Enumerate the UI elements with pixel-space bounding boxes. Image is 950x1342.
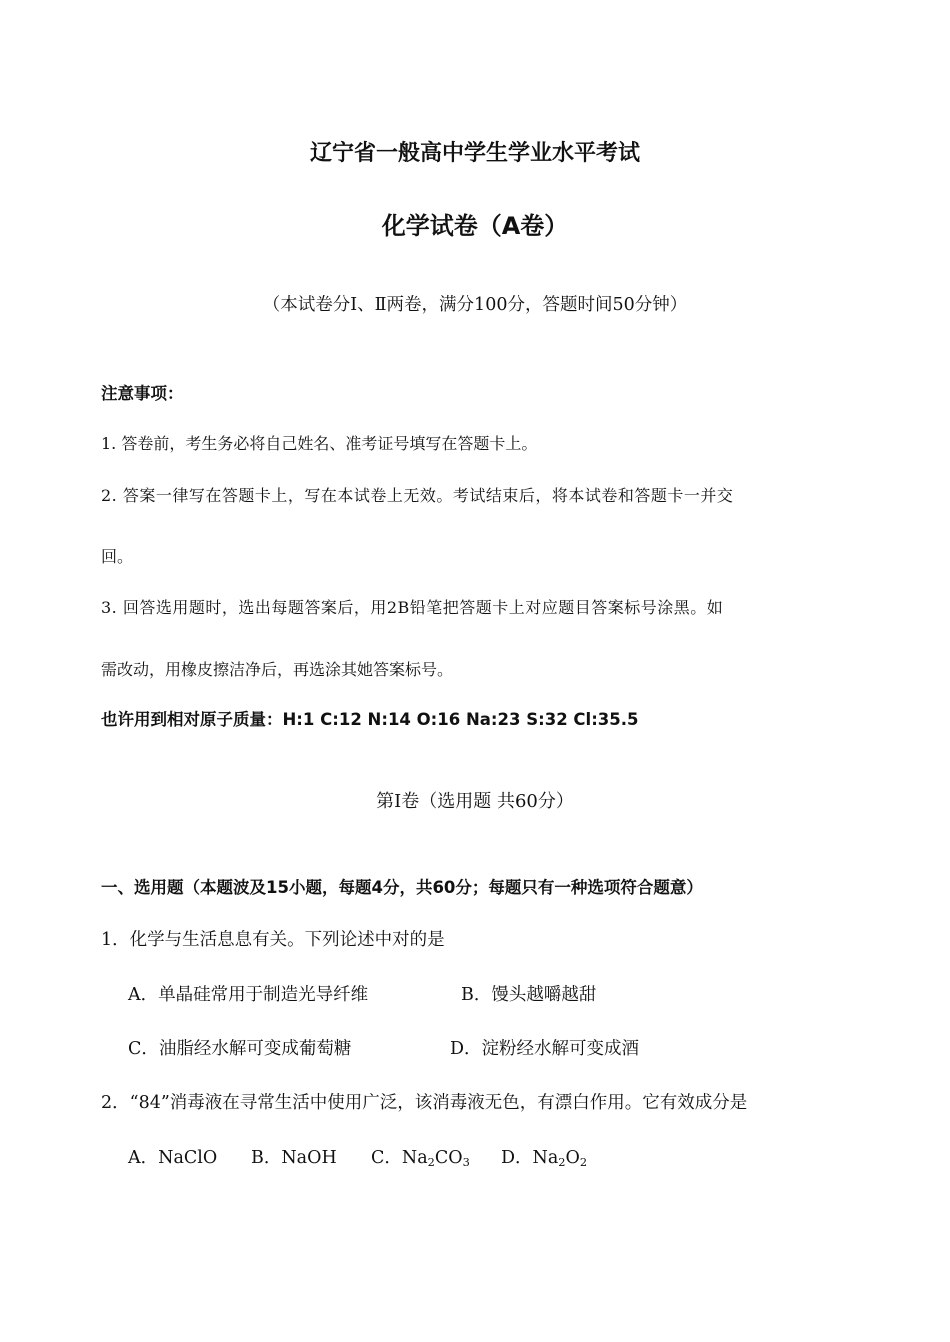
question-2-stem: 2．“84”消毒液在寻常生活中使用广泛，该消毒液无色，有漂白作用。它有效成分是 xyxy=(101,1093,748,1113)
question-1-option-b: B．馒头越嚼越甜 xyxy=(461,985,597,1005)
section-heading: 一、选用题（本题波及15小题，每题4分，共60分；每题只有一种选项符合题意） xyxy=(101,878,703,897)
option-d-subscript-2: 2 xyxy=(579,1154,588,1169)
option-d-prefix: D．Na xyxy=(501,1148,559,1168)
exam-title: 辽宁省一般高中学生学业水平考试 xyxy=(309,141,640,166)
option-d-subscript-1: 2 xyxy=(558,1154,566,1169)
atomic-masses: 也许用到相对原子质量：H:1 C:12 N:14 O:16 Na:23 S:32 Cl:35.5 xyxy=(101,710,639,729)
notice-item-2-cont: 回。 xyxy=(101,547,134,566)
question-1-stem: 1．化学与生活息息有关。下列论述中对的是 xyxy=(101,930,445,950)
option-c-subscript-1: 2 xyxy=(427,1154,435,1169)
question-2-option-d xyxy=(501,1150,587,1168)
option-c-mid: CO xyxy=(434,1148,463,1168)
question-1-option-c: C．油脂经水解可变成葡萄糖 xyxy=(128,1039,352,1059)
notice-heading: 注意事项： xyxy=(101,384,184,403)
notice-item-2: 2. 答案一律写在答题卡上，写在本试卷上无效。考试结束后，将本试卷和答题卡一并交 xyxy=(101,486,734,505)
notice-item-1: 1. 答卷前，考生务必将自己姓名、准考证号填写在答题卡上。 xyxy=(101,434,538,453)
question-2-option-a: A．NaClO xyxy=(128,1148,218,1168)
question-1-option-a: A．单晶硅常用于制造光导纤维 xyxy=(128,985,369,1005)
exam-info: （本试卷分Ⅰ、Ⅱ两卷，满分100分，答题时间50分钟） xyxy=(262,295,688,315)
notice-item-3-cont: 需改动，用橡皮擦洁净后，再选涂其她答案标号。 xyxy=(101,660,454,679)
question-2-option-b: B．NaOH xyxy=(251,1148,337,1168)
question-2-option-c xyxy=(371,1150,470,1168)
notice-item-3: 3. 回答选用题时，选出每题答案后，用2B铅笔把答题卡上对应题目答案标号涂黑。如 xyxy=(101,598,724,617)
option-c-prefix: C．Na xyxy=(371,1148,428,1168)
option-d-mid: O xyxy=(565,1148,580,1168)
option-c-subscript-2: 3 xyxy=(462,1154,470,1169)
question-1-option-d: D．淀粉经水解可变成酒 xyxy=(450,1039,640,1059)
part1-heading: 第Ⅰ卷（选用题 共60分） xyxy=(376,791,574,812)
exam-subtitle: 化学试卷（A卷） xyxy=(381,212,569,240)
